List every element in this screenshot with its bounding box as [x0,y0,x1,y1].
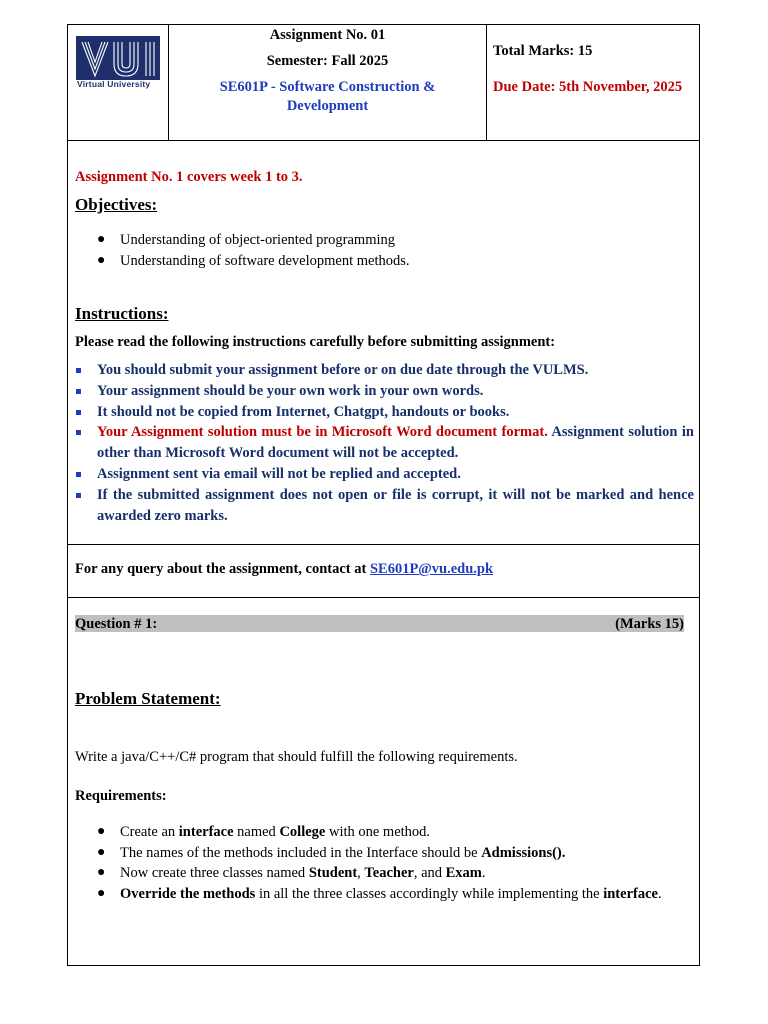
objectives-list [94,230,410,271]
bullet-icon: ● [97,844,106,860]
requirement-item [94,884,662,905]
square-bullet-icon [76,493,81,498]
list-item: Your Assignment solution must be in Microsoft Word document format. Assignment solution in other than Microsoft Word document will not be accepted. [75,422,694,464]
requirement-text: named [233,824,280,840]
bullet-icon: ● [97,824,106,839]
assignment-info-cell [169,25,487,140]
problem-statement-heading: Problem Statement: [75,689,221,708]
requirement-text: , and [413,865,446,881]
instructions-list [75,360,694,526]
square-bullet-icon [76,368,81,373]
question-marks: (Marks 15) [615,616,684,632]
requirement-item [94,843,662,864]
requirements-label: Requirements: [75,788,167,804]
square-bullet-icon [76,430,81,435]
total-marks: Total Marks: 15 [493,43,593,59]
list-item: Your assignment should be your own work in your own words. [75,381,694,402]
requirement-text: with one method. [325,824,431,840]
contact-email-link[interactable]: SE601P@vu.edu.pk [369,561,494,577]
list-item: Assignment sent via email will not be replied and accepted. [75,464,694,485]
requirement-text: Exam [445,865,482,881]
problem-statement-text: Write a java/C++/C# program that should fulfill the following requirements. [75,749,518,765]
requirement-text: interface [178,824,234,840]
list-item: ● Understanding of object-oriented programming [97,232,396,248]
query-section [68,544,699,598]
due-date: Due Date: 5th November, 2025 [493,79,683,95]
instructions-heading: Instructions: [75,304,169,323]
semester: Semester: Fall 2025 [266,53,389,69]
requirement-text: Override the methods [120,885,256,902]
bullet-icon: ● [97,865,106,880]
word-format-warning: Your Assignment solution must be in Microsoft Word document format. [97,424,548,441]
assignment-page [67,24,700,966]
instructions-section [68,140,699,545]
course-title: SE601P - Software Construction & Development [219,79,436,114]
requirement-item [94,822,662,843]
bullet-icon: ● [97,885,106,901]
requirements-list [94,822,662,904]
requirement-text: , [357,865,365,881]
requirement-text: Admissions(). [481,844,566,861]
requirement-text: Teacher [364,865,414,881]
list-item: It should not be copied from Internet, Chatgpt, handouts or books. [75,402,694,423]
requirement-text: . [657,885,662,902]
requirement-text: in all the three classes accordingly while implementing the [255,885,604,902]
logo-caption: Virtual University [77,79,151,89]
list-item: If the submitted assignment does not open or file is corrupt, it will not be marked and hence awarded zero marks. [75,485,694,527]
question-bar [75,615,684,632]
requirement-text: The names of the methods included in the Interface should be [120,844,482,861]
requirement-text: . [481,865,486,881]
square-bullet-icon [76,472,81,477]
header-table [68,25,699,141]
requirement-item [94,863,662,884]
requirement-text: Now create three classes named [120,865,309,881]
logo-cell [68,25,169,140]
requirement-text: interface [603,885,658,902]
covers-note: Assignment No. 1 covers week 1 to 3. [75,169,303,185]
requirement-text: College [279,824,326,840]
list-item: You should submit your assignment before or on due date through the VULMS. [75,360,694,381]
objectives-heading: Objectives: [75,195,158,214]
requirement-text: Student [308,865,358,881]
list-item: ● Understanding of software development methods. [97,252,410,269]
instructions-intro: Please read the following instructions carefully before submitting assignment: [75,334,556,350]
marks-cell [487,25,699,140]
assignment-number: Assignment No. 01 [269,27,386,43]
requirement-text: Create an [120,824,179,840]
square-bullet-icon [76,389,81,394]
query-text: For any query about the assignment, contact at SE601P@vu.edu.pk [75,561,494,577]
question-label: Question # 1: [75,616,158,632]
bullet-icon: ● [97,232,106,247]
bullet-icon: ● [97,252,106,268]
square-bullet-icon [76,410,81,415]
